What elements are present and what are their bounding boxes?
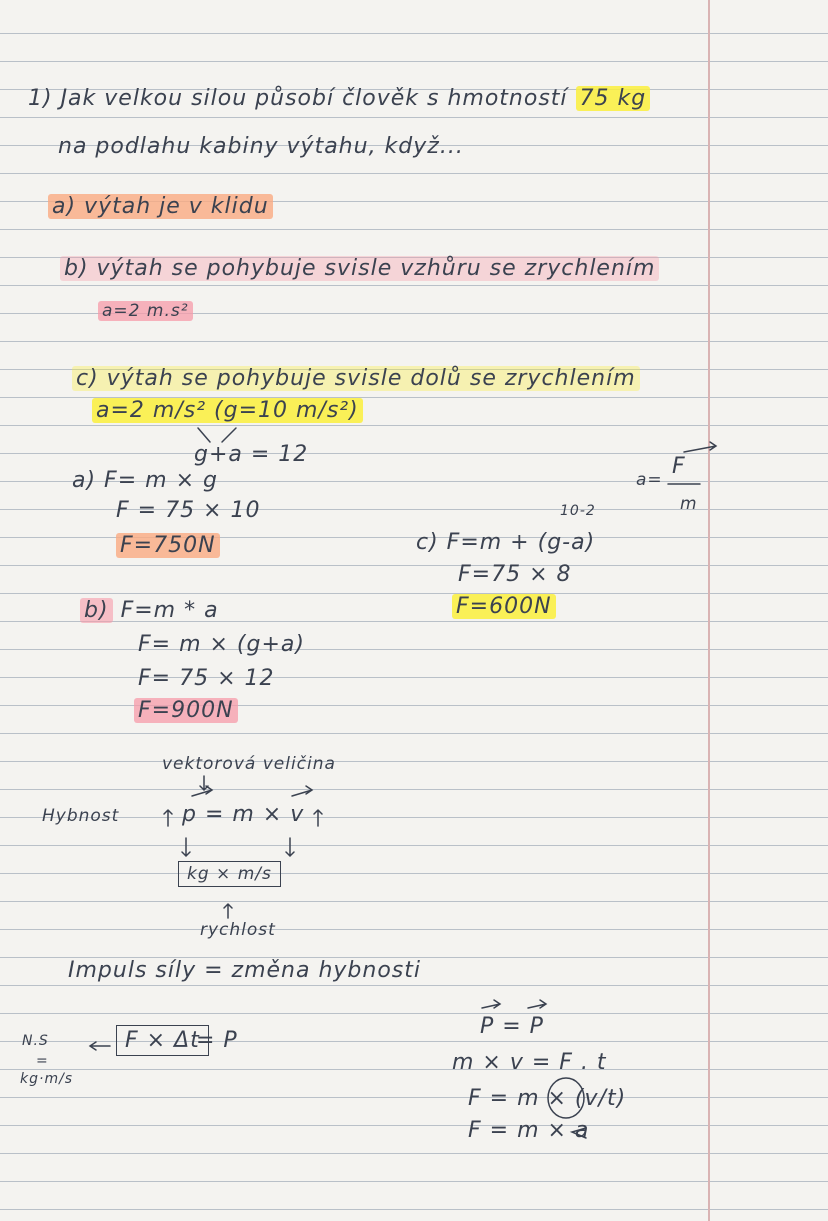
arrow-down bbox=[182, 838, 190, 856]
derivation-line-1: P = P bbox=[480, 1014, 544, 1039]
momentum-vector-note: vektorová veličina bbox=[162, 754, 336, 774]
momentum-speed-note: rychlost bbox=[200, 920, 276, 940]
solution-b-label: b) bbox=[80, 598, 113, 623]
part-b-accel-text: a=2 m.s² bbox=[98, 301, 193, 321]
solution-a-line-1: a) F= m × g bbox=[72, 468, 218, 493]
circle-mark bbox=[548, 1078, 584, 1118]
arrow-up bbox=[314, 810, 322, 826]
solution-c-line-2: F=75 × 8 bbox=[458, 562, 572, 587]
side-formula-lhs: a= bbox=[636, 470, 663, 490]
vector-arrow bbox=[684, 442, 716, 452]
question-prefix: 1) Jak velkou silou působí člověk s hmotností bbox=[28, 86, 568, 111]
impulse-unit-bottom: kg·m/s bbox=[20, 1071, 74, 1087]
solution-a-result-text: F=750N bbox=[116, 533, 220, 558]
solution-a-line-2: F = 75 × 10 bbox=[116, 498, 261, 523]
part-c-accel-text: a=2 m/s² (g=10 m/s²) bbox=[92, 398, 363, 423]
solution-a-sum-note: g+a = 12 bbox=[194, 442, 309, 467]
impulse-equals-p: = P bbox=[196, 1028, 238, 1053]
arrow-left bbox=[90, 1042, 110, 1050]
momentum-formula: p = m × v bbox=[182, 802, 305, 827]
derivation-line-2: m × v = F . t bbox=[452, 1050, 607, 1075]
arrow-up bbox=[224, 904, 232, 918]
derivation-line-3: F = m × (v/t) bbox=[468, 1086, 627, 1111]
solution-c-note: 10-2 bbox=[560, 503, 596, 519]
solution-c-result-text: F=600N bbox=[452, 594, 556, 619]
impulse-title: Impuls síly = změna hybnosti bbox=[68, 958, 421, 983]
vector-arrow bbox=[528, 1000, 546, 1008]
solution-b-line-2: F= m × (g+a) bbox=[138, 632, 305, 657]
vector-arrow bbox=[482, 1000, 500, 1008]
part-c-text: c) výtah se pohybuje svisle dolů se zrychlením bbox=[72, 366, 640, 391]
part-b-text: b) výtah se pohybuje svisle vzhůru se zrychlením bbox=[60, 256, 659, 281]
impulse-unit-top: N.S bbox=[22, 1033, 49, 1049]
arrow-stroke bbox=[222, 428, 236, 442]
arrow-left bbox=[572, 1128, 586, 1138]
question-line-2: na podlahu kabiny výtahu, když... bbox=[58, 134, 464, 159]
part-a-text: a) výtah je v klidu bbox=[48, 194, 273, 219]
arrow-down bbox=[200, 776, 208, 790]
solution-c-line-1: c) F=m + (g-a) bbox=[416, 530, 596, 555]
impulse-boxed-text: F × Δt bbox=[116, 1025, 209, 1056]
solution-b-result-text: F=900N bbox=[134, 698, 238, 723]
derivation-line-4: F = m × a bbox=[468, 1118, 590, 1143]
momentum-unit-box: kg × m/s bbox=[178, 861, 281, 887]
side-formula-denominator: m bbox=[680, 494, 698, 514]
impulse-unit-eq: = bbox=[36, 1053, 49, 1069]
side-formula-numerator: F bbox=[672, 454, 686, 479]
momentum-label: Hybnost bbox=[42, 806, 120, 826]
vector-arrow bbox=[292, 786, 312, 796]
question-mass: 75 kg bbox=[576, 86, 651, 111]
solution-b-line-3: F= 75 × 12 bbox=[138, 666, 275, 691]
arrow-down bbox=[286, 838, 294, 856]
arrow-up bbox=[164, 810, 172, 826]
arrow-stroke bbox=[198, 428, 210, 442]
solution-b-line-1: F=m * a bbox=[120, 598, 219, 623]
